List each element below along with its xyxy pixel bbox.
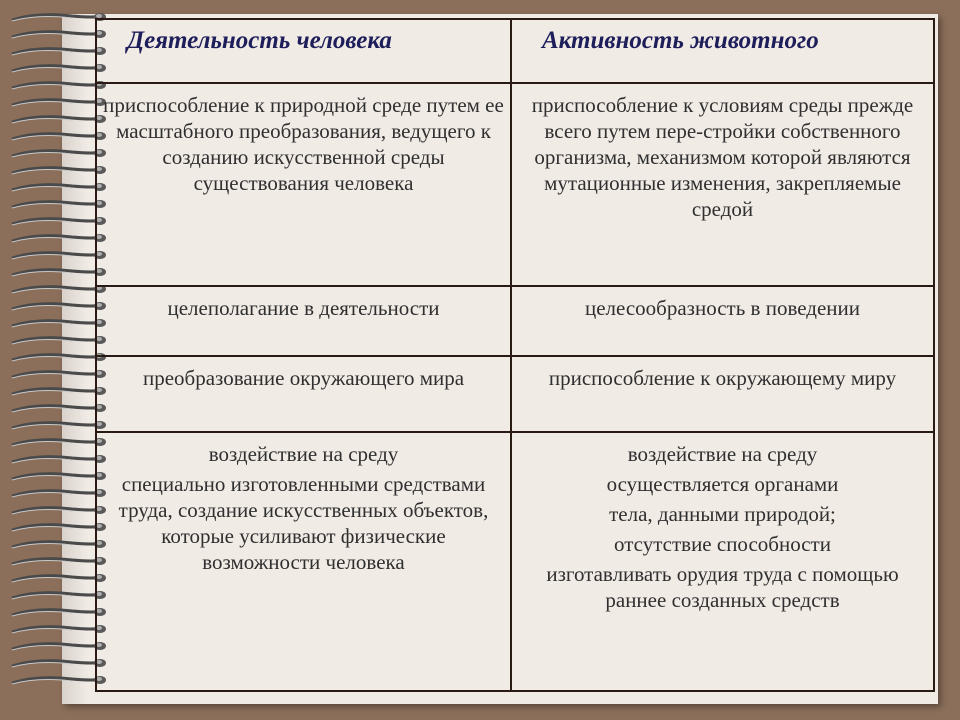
spiral-coil-icon (8, 265, 108, 281)
spiral-coil-icon (8, 27, 108, 43)
spiral-coil-icon (8, 146, 108, 162)
spiral-coil-icon (8, 112, 108, 128)
spiral-coil-icon (8, 452, 108, 468)
list-item: осуществляется органами (606, 472, 839, 496)
notebook-spiral-icon (0, 10, 110, 710)
list-item: изготавливать орудия труда с помощью раннее созданных средств (546, 562, 899, 612)
cell-human-goal-setting: целеполагание в деятельности (96, 286, 511, 356)
spiral-coil-icon (8, 180, 108, 196)
spiral-coil-icon (8, 10, 108, 26)
table-row (96, 286, 934, 356)
spiral-coil-icon (8, 231, 108, 247)
cell-animal-adaptation-world: приспособление к окружающему миру (511, 356, 934, 432)
spiral-coil-icon (8, 503, 108, 519)
list-item: воздействие на среду (627, 442, 818, 466)
spiral-coil-icon (8, 588, 108, 604)
table-header-row (96, 19, 934, 83)
spiral-coil-icon (8, 656, 108, 672)
spiral-coil-icon (8, 367, 108, 383)
list-item: специально изготовленными средствами труда, создание искусственных объектов, которые усиливают физические возможности человека (118, 472, 489, 574)
spiral-coil-icon (8, 520, 108, 536)
spiral-coil-icon (8, 282, 108, 298)
table-row (96, 432, 934, 691)
spiral-coil-icon (8, 435, 108, 451)
spiral-coil-icon (8, 571, 108, 587)
spiral-coil-icon (8, 537, 108, 553)
spiral-coil-icon (8, 639, 108, 655)
spiral-coil-icon (8, 78, 108, 94)
spiral-coil-icon (8, 605, 108, 621)
spiral-coil-icon (8, 95, 108, 111)
header-animal-activity: Активность животного (511, 19, 934, 83)
list-item: воздействие на среду (208, 442, 399, 466)
spiral-coil-icon (8, 299, 108, 315)
cell-animal-adaptation: приспособление к условиям среды прежде всего путем пере-стройки собственного организма, механизмом которой являются мутационные изменения, закрепляемые средой (511, 83, 934, 286)
spiral-coil-icon (8, 418, 108, 434)
spiral-coil-icon (8, 673, 108, 689)
header-human-activity: Деятельность человека (96, 19, 511, 83)
spiral-coil-icon (8, 486, 108, 502)
spiral-coil-icon (8, 197, 108, 213)
spiral-coil-icon (8, 333, 108, 349)
cell-animal-environment-impact (511, 432, 934, 691)
spiral-coil-icon (8, 401, 108, 417)
spiral-coil-icon (8, 316, 108, 332)
cell-human-adaptation: приспособление к природной среде путем ее масштабного преобразования, ведущего к созданию искусственной среды существования человека (96, 83, 511, 286)
cell-human-transformation: преобразование окружающего мира (96, 356, 511, 432)
cell-human-environment-impact (96, 432, 511, 691)
spiral-coil-icon (8, 469, 108, 485)
spiral-coil-icon (8, 554, 108, 570)
spiral-coil-icon (8, 622, 108, 638)
spiral-coil-icon (8, 129, 108, 145)
cell-animal-expediency: целесообразность в поведении (511, 286, 934, 356)
table-row (96, 83, 934, 286)
spiral-coil-icon (8, 44, 108, 60)
comparison-table (95, 18, 935, 692)
list-item: тела, данными природой; (609, 502, 836, 526)
spiral-coil-icon (8, 61, 108, 77)
spiral-coil-icon (8, 163, 108, 179)
spiral-coil-icon (8, 214, 108, 230)
list-item: отсутствие способности (614, 532, 831, 556)
table-row (96, 356, 934, 432)
spiral-coil-icon (8, 350, 108, 366)
spiral-coil-icon (8, 248, 108, 264)
spiral-coil-icon (8, 384, 108, 400)
